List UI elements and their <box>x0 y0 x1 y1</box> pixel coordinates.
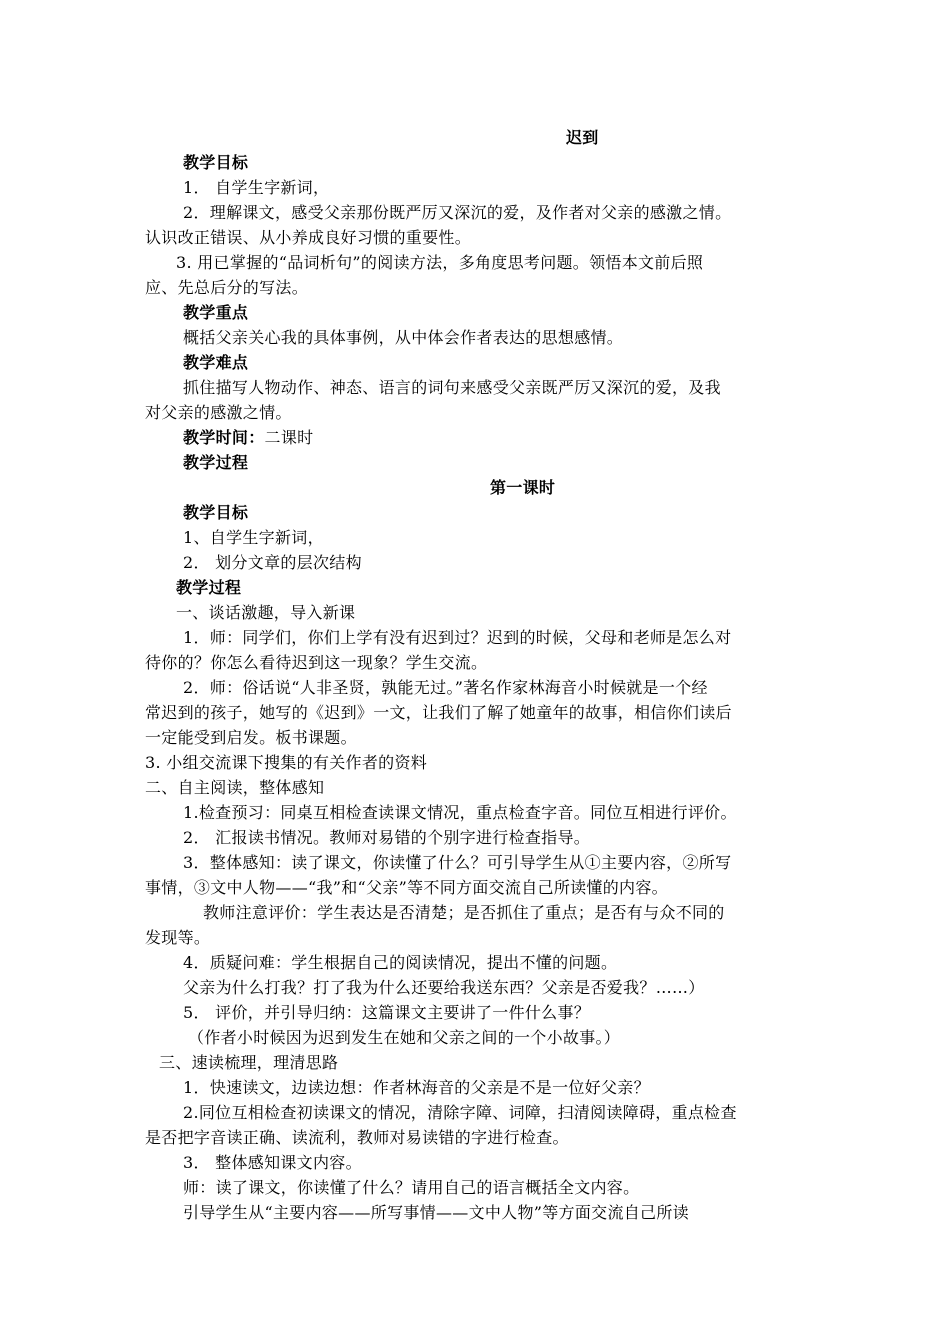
heading-key-points: 教学重点 <box>183 303 249 322</box>
step-3-teacher-question: 师：读了课文，你读懂了什么？请用自己的语言概括全文内容。 <box>183 1178 640 1197</box>
step-3-item-2: 2.同位互相检查初读课文的情况，清除字障、词障，扫清阅读障碍，重点检查 <box>183 1103 737 1122</box>
lesson-goal-1: 1、自学生字新词， <box>183 528 324 547</box>
section-first-lesson: 第一课时 <box>490 478 556 497</box>
goal-item-2-cont: 认识改正错误、从小养成良好习惯的重要性。 <box>145 228 472 247</box>
document-title: 迟到 <box>566 128 599 147</box>
teaching-time <box>183 427 313 449</box>
step-1-item-3: 3. 小组交流课下搜集的有关作者的资料 <box>145 753 428 772</box>
step-1-item-1-cont: 待你的？你怎么看待迟到这一现象？学生交流。 <box>145 653 488 672</box>
goal-item-3: 3. 用已掌握的“品词析句”的阅读方法，多角度思考问题。领悟本文前后照 <box>176 253 704 272</box>
heading-difficulties: 教学难点 <box>183 353 249 372</box>
difficulties-text: 抓住描写人物动作、神态、语言的词句来感受父亲既严厉又深沉的爱，及我 <box>183 378 721 397</box>
step-2-item-4-examples: 父亲为什么打我？打了我为什么还要给我送东西？父亲是否爱我？……） <box>183 978 705 997</box>
goal-item-3-cont: 应、先总后分的写法。 <box>145 278 309 297</box>
step-2-item-3-cont: 事情，③文中人物——“我”和“父亲”等不同方面交流自己所读懂的内容。 <box>145 878 668 897</box>
step-3-guidance: 引导学生从“主要内容——所写事情——文中人物”等方面交流自己所读 <box>183 1203 689 1222</box>
difficulties-text-cont: 对父亲的感激之情。 <box>145 403 292 422</box>
goal-item-2: 2．理解课文，感受父亲那份既严厉又深沉的爱，及作者对父亲的感激之情。 <box>183 203 732 222</box>
teaching-time-value: 二课时 <box>264 428 314 447</box>
step-3-item-1: 1．快速读文，边读边想：作者林海音的父亲是不是一位好父亲？ <box>183 1078 650 1097</box>
step-2-item-1: 1.检查预习：同桌互相检查读课文情况，重点检查字音。同位互相进行评价。 <box>183 803 737 822</box>
step-3-heading: 三、速读梳理，理清思路 <box>159 1053 339 1072</box>
key-points-text: 概括父亲关心我的具体事例，从中体会作者表达的思想感情。 <box>183 328 624 347</box>
step-3-item-2-cont: 是否把字音读正确、读流利，教师对易读错的字进行检查。 <box>145 1128 569 1147</box>
heading-teaching-goals: 教学目标 <box>183 153 249 172</box>
step-2-item-5-answer: （作者小时候因为迟到发生在她和父亲之间的一个小故事。） <box>188 1028 621 1047</box>
step-1-item-1: 1．师：同学们，你们上学有没有迟到过？迟到的时候，父母和老师是怎么对 <box>183 628 732 647</box>
teaching-time-label: 教学时间： <box>183 428 265 447</box>
step-1-item-2-cont2: 一定能受到启发。板书课题。 <box>145 728 357 747</box>
step-1-item-2: 2．师：俗话说“人非圣贤，孰能无过。”著名作家林海音小时候就是一个经 <box>183 678 708 697</box>
goal-item-1: 1． 自学生字新词， <box>183 178 330 197</box>
step-2-evaluation-note-cont: 发现等。 <box>145 928 211 947</box>
lesson-goal-2: 2． 划分文章的层次结构 <box>183 553 362 572</box>
heading-lesson-process: 教学过程 <box>176 578 242 597</box>
step-2-heading: 二、自主阅读，整体感知 <box>145 778 325 797</box>
step-1-heading: 一、谈话激趣，导入新课 <box>176 603 356 622</box>
step-2-item-5: 5． 评价，并引导归纳：这篇课文主要讲了一件什么事？ <box>183 1003 591 1022</box>
step-3-item-3: 3． 整体感知课文内容。 <box>183 1153 362 1172</box>
step-1-item-2-cont: 常迟到的孩子，她写的《迟到》一文，让我们了解了她童年的故事，相信你们读后 <box>145 703 732 722</box>
step-2-item-4: 4．质疑问难：学生根据自己的阅读情况，提出不懂的问题。 <box>183 953 618 972</box>
heading-lesson-goals: 教学目标 <box>183 503 249 522</box>
step-2-evaluation-note: 教师注意评价：学生表达是否清楚；是否抓住了重点；是否有与众不同的 <box>203 903 725 922</box>
step-2-item-2: 2． 汇报读书情况。教师对易错的个别字进行检查指导。 <box>183 828 591 847</box>
heading-teaching-process: 教学过程 <box>183 453 249 472</box>
step-2-item-3: 3．整体感知：读了课文，你读懂了什么？可引导学生从①主要内容，②所写 <box>183 853 732 872</box>
